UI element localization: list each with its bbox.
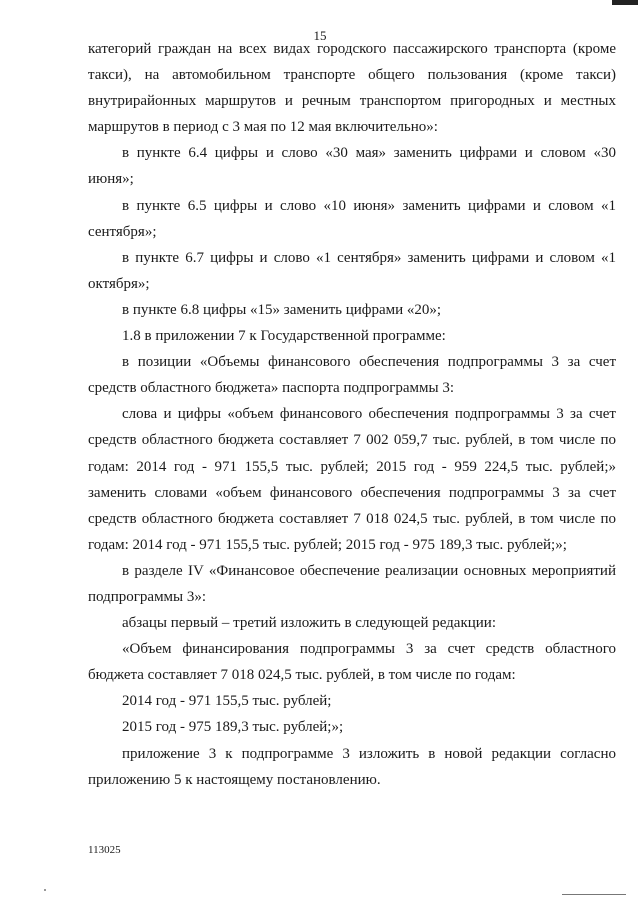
scan-artifact-top	[612, 0, 638, 5]
paragraph: приложение 3 к подпрограмме 3 изложить в новой редакции согласно приложению 5 к настоящему постановлению.	[88, 745, 616, 788]
document-code: 113025	[88, 844, 121, 856]
paragraph: слова и цифры «объем финансового обеспечения подпрограммы 3 за счет средств областного бюджета составляет 7 002 059,7 тыс. рублей, в том числе по годам: 2014 год - 971 155,5 тыс. рублей; 2015 год - 959 224,5 тыс. рублей;» заменить словами «объем финансового обеспечения подпрограммы 3 за счет средств областного бюджета составляет 7 018 024,5 тыс. рублей, в том числе по годам: 2014 год - 971 155,5 тыс. рублей; 2015 год - 975 189,3 тыс. рублей;»;	[88, 406, 616, 553]
paragraph: в разделе IV «Финансовое обеспечение реализации основных мероприятий подпрограммы 3»:	[88, 562, 616, 605]
paragraph: абзацы первый – третий изложить в следующей редакции:	[122, 615, 497, 632]
paragraph: в пункте 6.7 цифры и слово «1 сентября» заменить цифрами и словом «1 октября»;	[88, 249, 616, 292]
paragraph: в позиции «Объемы финансового обеспечения подпрограммы 3 за счет средств областного бюджета» паспорта подпрограммы 3:	[88, 354, 616, 397]
page-number: 15	[313, 28, 327, 43]
paragraph: в пункте 6.5 цифры и слово «10 июня» заменить цифрами и словом «1 сентября»;	[88, 197, 616, 240]
paragraph: категорий граждан на всех видах городского пассажирского транспорта (кроме такси), на автомобильном транспорте общего пользования (кроме такси) внутрирайонных маршрутов и речным транспортом пригородных и местных маршрутов в период с 3 мая по 12 мая включительно»:	[88, 41, 616, 136]
scan-artifact-dot	[44, 889, 46, 891]
scan-artifact-bottom	[562, 894, 626, 895]
paragraph: в пункте 6.4 цифры и слово «30 мая» заменить цифрами и словом «30 июня»;	[88, 145, 616, 188]
paragraph: 2015 год - 975 189,3 тыс. рублей;»;	[122, 719, 344, 736]
paragraph: 2014 год - 971 155,5 тыс. рублей;	[122, 693, 332, 710]
document-body	[88, 36, 616, 793]
paragraph: 1.8 в приложении 7 к Государственной программе:	[122, 328, 446, 345]
paragraph: в пункте 6.8 цифры «15» заменить цифрами «20»;	[122, 301, 442, 318]
paragraph: «Объем финансирования подпрограммы 3 за счет средств областного бюджета составляет 7 018 024,5 тыс. рублей, в том числе по годам:	[88, 641, 616, 684]
